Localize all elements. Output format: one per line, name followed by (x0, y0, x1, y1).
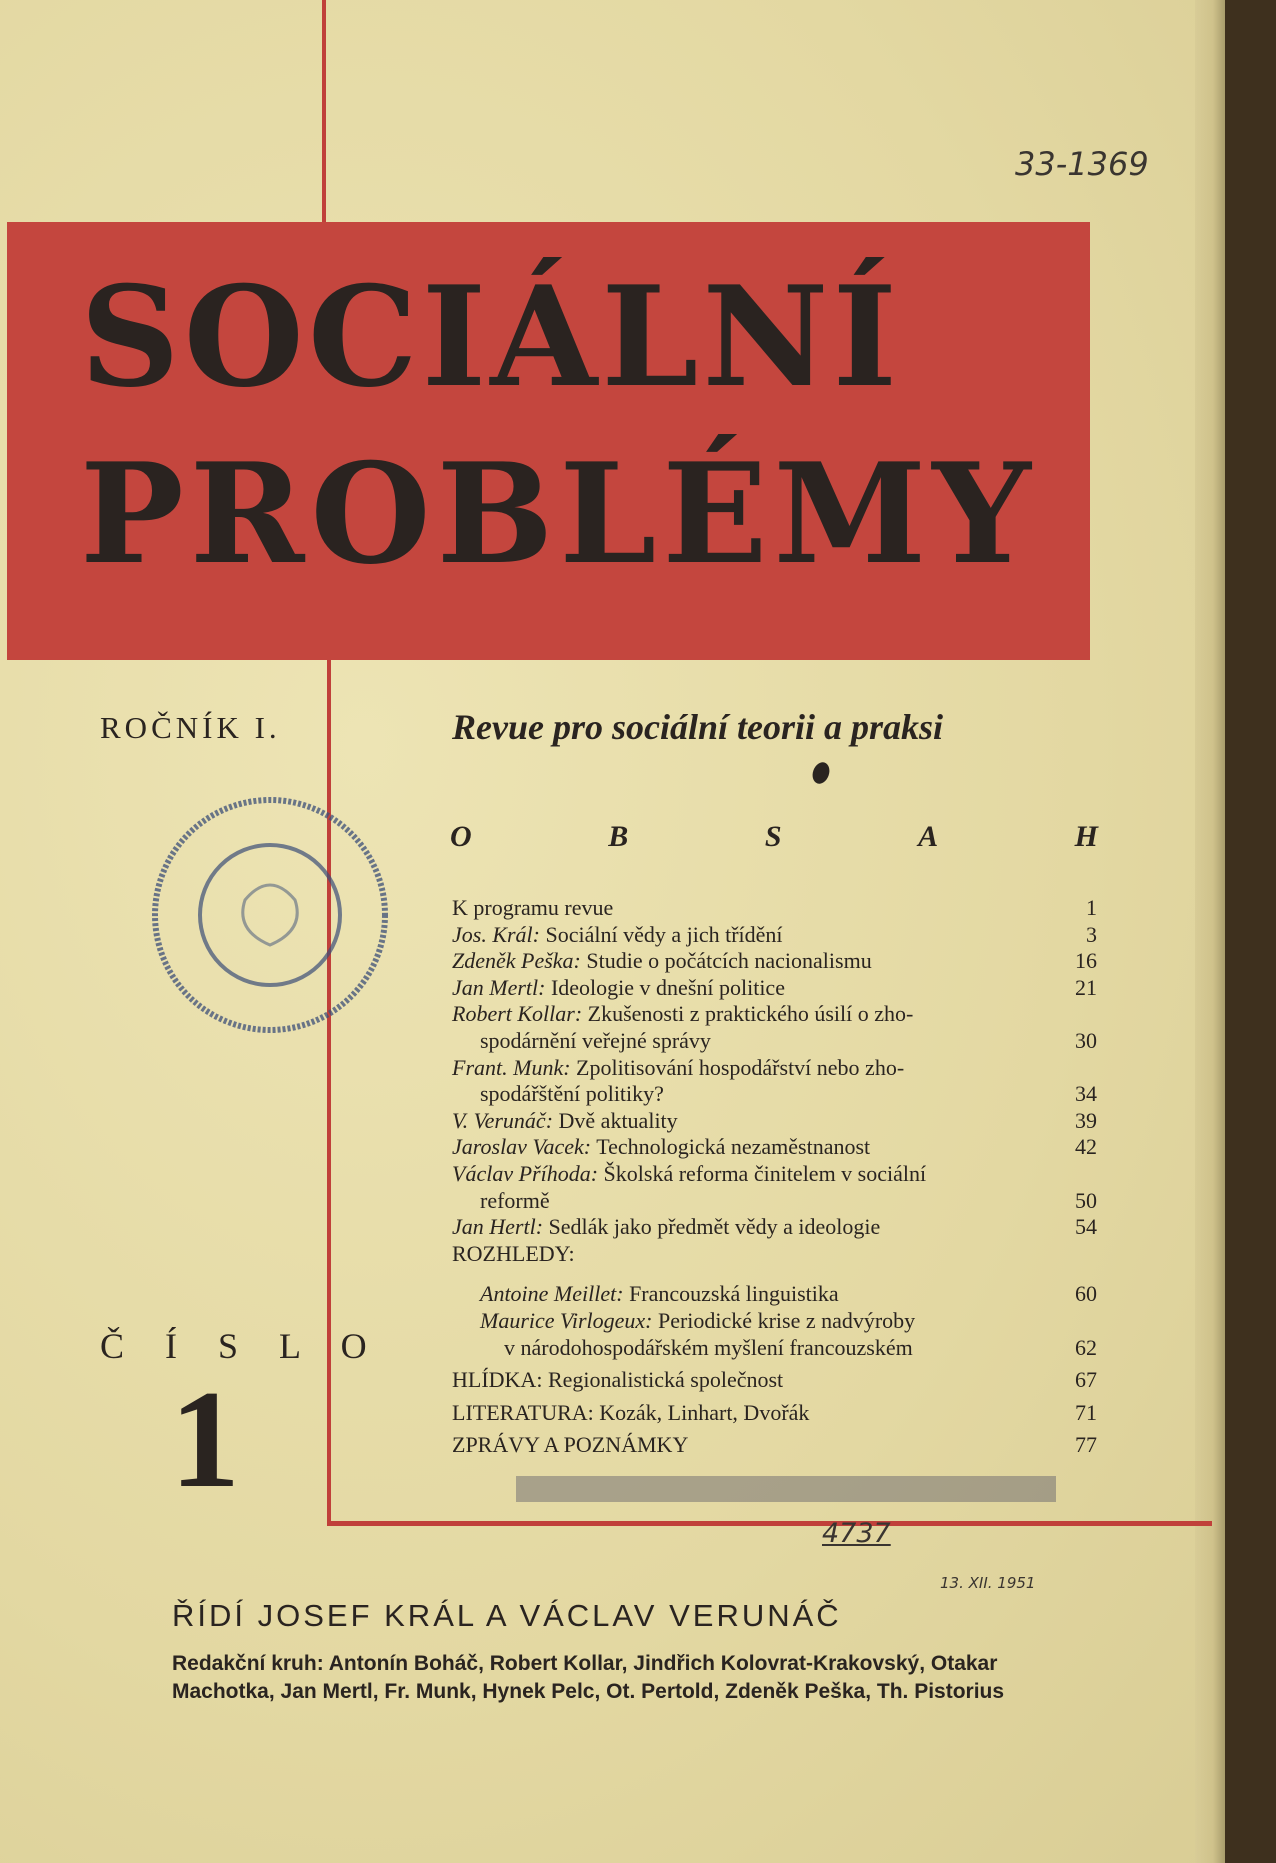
toc-title: Zkušenosti z praktického úsilí o zho- (587, 1001, 914, 1027)
issue-number: 1 (170, 1362, 240, 1517)
red-rule-vertical-top (322, 0, 326, 222)
red-rule-horizontal (327, 1521, 1212, 1526)
masthead-line-2: PROBLÉMY (80, 432, 1037, 595)
toc-author: Maurice Virlogeux: (480, 1307, 653, 1333)
toc-author: Zdeněk Peška: (452, 948, 581, 974)
toc-page: 67 (1075, 1367, 1097, 1393)
toc-page: 16 (1075, 948, 1097, 974)
toc-title-continued: reformě (480, 1187, 550, 1213)
toc-title: Francouzská linguistika (629, 1281, 839, 1307)
toc-title: Zpolitisování hospodářství nebo zho- (576, 1054, 905, 1080)
toc-entry-continued (452, 1188, 1097, 1215)
toc-entry (452, 1134, 1097, 1161)
toc-entry-continued (452, 1028, 1097, 1055)
toc-author: Jan Mertl: (452, 974, 546, 1000)
toc-entry (452, 1308, 1097, 1335)
toc-author: Frant. Munk: (452, 1054, 571, 1080)
volume-label: ROČNÍK I. (100, 710, 281, 745)
toc-page: 54 (1075, 1214, 1097, 1240)
contents-heading (450, 820, 1098, 854)
toc-entry (452, 1432, 1097, 1459)
toc-title: Regionalistická společnost (547, 1367, 784, 1393)
toc-entry (452, 1214, 1097, 1241)
library-stamp (145, 790, 395, 1040)
toc-entry (452, 975, 1097, 1002)
hlidka-heading: HLÍDKA: (452, 1367, 543, 1393)
toc-author: Robert Kollar: (452, 1001, 583, 1027)
toc-author: Jos. Král: (452, 921, 540, 947)
toc-author: Jaroslav Vacek: (452, 1134, 592, 1160)
toc-entry (452, 1367, 1097, 1394)
editorial-board: Redakční kruh: Antonín Boháč, Robert Kollar, Jindřich Kolovrat-Krakovský, Otakar Machotka, Jan Mertl, Fr. Munk, Hynek Pelc, Ot. Pertold, Zdeněk Peška, Th. Pistorius (172, 1652, 1005, 1703)
inventory-number: 4737 (822, 1518, 891, 1549)
toc-entry (452, 1108, 1097, 1135)
subtitle: Revue pro sociální teorii a praksi (452, 707, 944, 747)
contents-letter: S (764, 820, 782, 853)
toc-page: 71 (1075, 1399, 1097, 1425)
toc-page: 21 (1075, 974, 1097, 1000)
toc-entry (452, 948, 1097, 975)
contents-letter: H (1074, 820, 1098, 853)
toc-entry (452, 1400, 1097, 1427)
toc-author: Antoine Meillet: (480, 1281, 624, 1307)
toc-entry (452, 1001, 1097, 1028)
toc-title-continued: v národohospodářském myšlení francouzském (504, 1334, 913, 1360)
toc-entry (452, 922, 1097, 949)
toc-page: 30 (1075, 1027, 1097, 1053)
toc-page: 34 (1075, 1081, 1097, 1107)
toc-title: Periodické krise z nadvýroby (657, 1307, 916, 1333)
masthead-line-1: SOCIÁLNÍ (80, 255, 902, 418)
toc-title: Školská reforma činitelem v sociální (603, 1160, 927, 1186)
shelf-mark: 33-1369 (1015, 145, 1149, 183)
toc-page: 77 (1075, 1432, 1097, 1458)
toc-page: 3 (1086, 921, 1097, 947)
toc-entry (452, 895, 1097, 922)
toc-title: Dvě aktuality (558, 1107, 678, 1133)
contents-letter: A (918, 820, 939, 853)
toc-title: K programu revue (452, 895, 614, 920)
contents-letter: O (450, 820, 472, 853)
rubber-stamp-line (516, 1470, 1056, 1508)
handwritten-date: 13. XII. 1951 (940, 1574, 1036, 1592)
literatura-heading: LITERATURA: (452, 1399, 594, 1425)
toc-author: V. Verunáč: (452, 1107, 554, 1133)
toc-entry-continued (452, 1335, 1097, 1362)
toc-page: 50 (1075, 1187, 1097, 1213)
toc-title: Ideologie v dnešní politice (550, 974, 785, 1000)
ornament-dot (810, 760, 833, 786)
toc-page: 42 (1075, 1134, 1097, 1160)
toc-entry (452, 1055, 1097, 1082)
toc-entry (452, 1161, 1097, 1188)
section-heading (452, 1241, 1097, 1268)
toc-entry (452, 1281, 1097, 1308)
toc-page: 39 (1075, 1107, 1097, 1133)
toc-title-continued: spodářštění politiky? (480, 1081, 664, 1107)
issue-label: Č Í S L O (100, 1326, 383, 1366)
toc-title: Sedlák jako předmět vědy a ideologie (548, 1214, 881, 1240)
page-edge (1195, 0, 1225, 1863)
zpravy-heading: ZPRÁVY A POZNÁMKY (452, 1432, 689, 1458)
toc-title: Technologická nezaměstnanost (596, 1134, 871, 1160)
table-of-contents (452, 895, 1097, 1459)
toc-title: Kozák, Linhart, Dvořák (599, 1399, 810, 1425)
toc-page: 1 (1086, 895, 1097, 920)
contents-letter: B (608, 820, 629, 853)
toc-entry-continued (452, 1081, 1097, 1108)
editors-line: ŘÍDÍ JOSEF KRÁL A VÁCLAV VERUNÁČ (172, 1598, 842, 1633)
toc-author: Jan Hertl: (452, 1214, 544, 1240)
toc-title: Studie o počátcích nacionalismu (586, 948, 872, 974)
toc-title-continued: spodárnění veřejné správy (480, 1027, 711, 1053)
background-edge (1225, 0, 1276, 1863)
toc-title: Sociální vědy a jich třídění (545, 921, 783, 947)
toc-page: 60 (1075, 1281, 1097, 1307)
toc-author: Václav Příhoda: (452, 1160, 599, 1186)
rozhledy-heading: ROZHLEDY: (452, 1240, 575, 1266)
toc-page: 62 (1075, 1334, 1097, 1360)
